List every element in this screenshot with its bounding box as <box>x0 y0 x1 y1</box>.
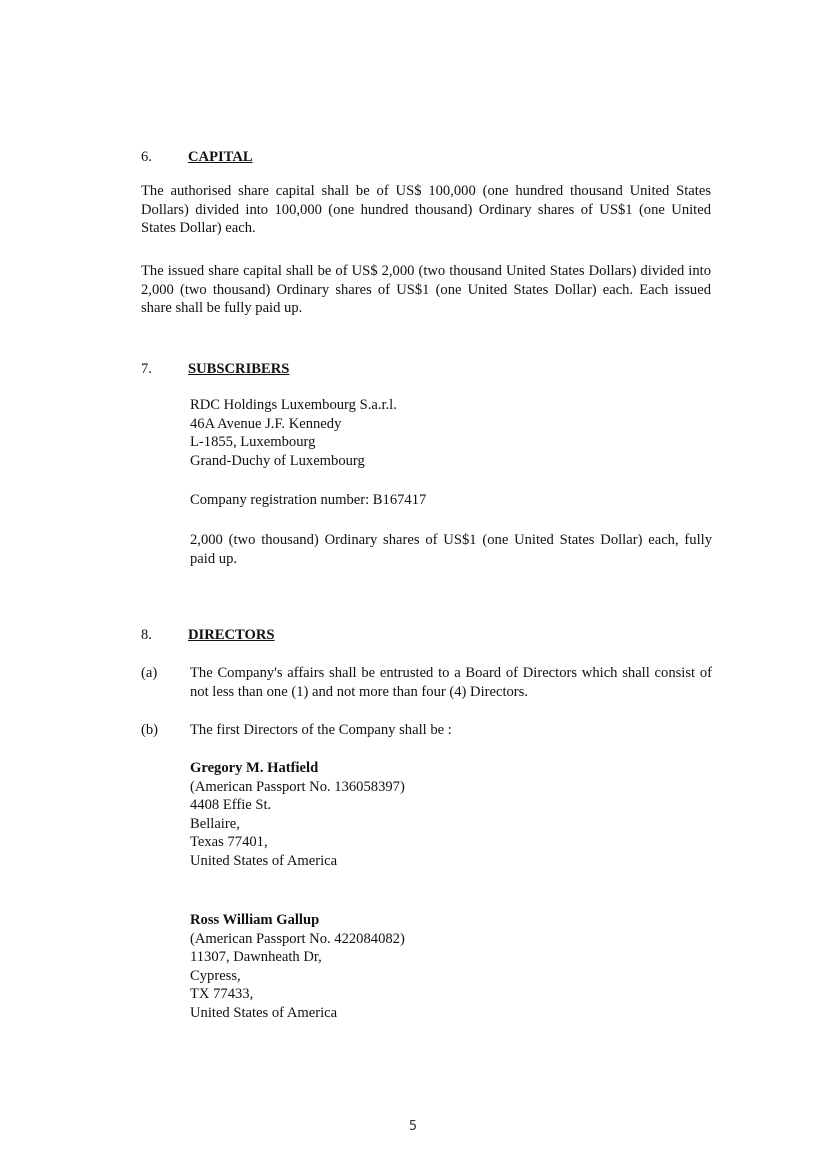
director-2 <box>190 911 712 1022</box>
director-passport: (American Passport No. 422084082) <box>190 930 405 947</box>
section-6-number: 6. <box>141 149 152 165</box>
subscriber-country: Grand-Duchy of Luxembourg <box>190 452 365 469</box>
item-b-text: The first Directors of the Company shall be : <box>190 722 452 738</box>
subscriber-postcode: L-1855, Luxembourg <box>190 434 316 450</box>
section-6-issued-capital: The issued share capital shall be of US$ 2,000 (two thousand United States Dollars) divided into 2,000 (two thousand) Ordinary shares of US$1 (one United States Dollar) each. Each issued share shall be fully paid up. <box>141 263 711 316</box>
director-state: TX 77433, <box>190 986 254 1002</box>
subscriber-shares: 2,000 (two thousand) Ordinary shares of US$1 (one United States Dollar) each, fully paid up. <box>190 532 712 567</box>
director-name: Ross William Gallup <box>190 912 320 928</box>
section-8-heading: DIRECTORS <box>188 627 275 643</box>
director-1 <box>190 759 712 870</box>
subscriber-name: RDC Holdings Luxembourg S.a.r.l. <box>190 397 397 413</box>
item-a-label: (a) <box>141 665 158 681</box>
director-state: Texas 77401, <box>190 834 268 850</box>
director-city: Bellaire, <box>190 815 240 832</box>
director-street: 4408 Effie St. <box>190 797 272 813</box>
item-b-label: (b) <box>141 722 159 738</box>
subscriber-address <box>190 396 712 470</box>
section-6-authorised-capital: The authorised share capital shall be of US$ 100,000 (one hundred thousand United States Dollars) divided into 100,000 (one hundred thousand) Ordinary shares of US$1 (one United States Dollar) each. <box>141 183 711 236</box>
section-8-number: 8. <box>141 627 152 643</box>
director-name: Gregory M. Hatfield <box>190 760 319 776</box>
director-city: Cypress, <box>190 967 241 984</box>
section-7-heading: SUBSCRIBERS <box>188 361 290 377</box>
director-passport: (American Passport No. 136058397) <box>190 778 405 795</box>
item-a-text: The Company's affairs shall be entrusted to a Board of Directors which shall consist of not less than one (1) and not more than four (4) Directors. <box>190 665 712 700</box>
director-street: 11307, Dawnheath Dr, <box>190 949 322 965</box>
subscriber-registration: Company registration number: B167417 <box>190 492 427 508</box>
director-country: United States of America <box>190 852 338 869</box>
section-6-heading: CAPITAL <box>188 149 253 165</box>
page-number: 5 <box>408 1119 418 1134</box>
section-7-number: 7. <box>141 361 152 377</box>
subscriber-street: 46A Avenue J.F. Kennedy <box>190 415 342 432</box>
director-country: United States of America <box>190 1004 338 1021</box>
